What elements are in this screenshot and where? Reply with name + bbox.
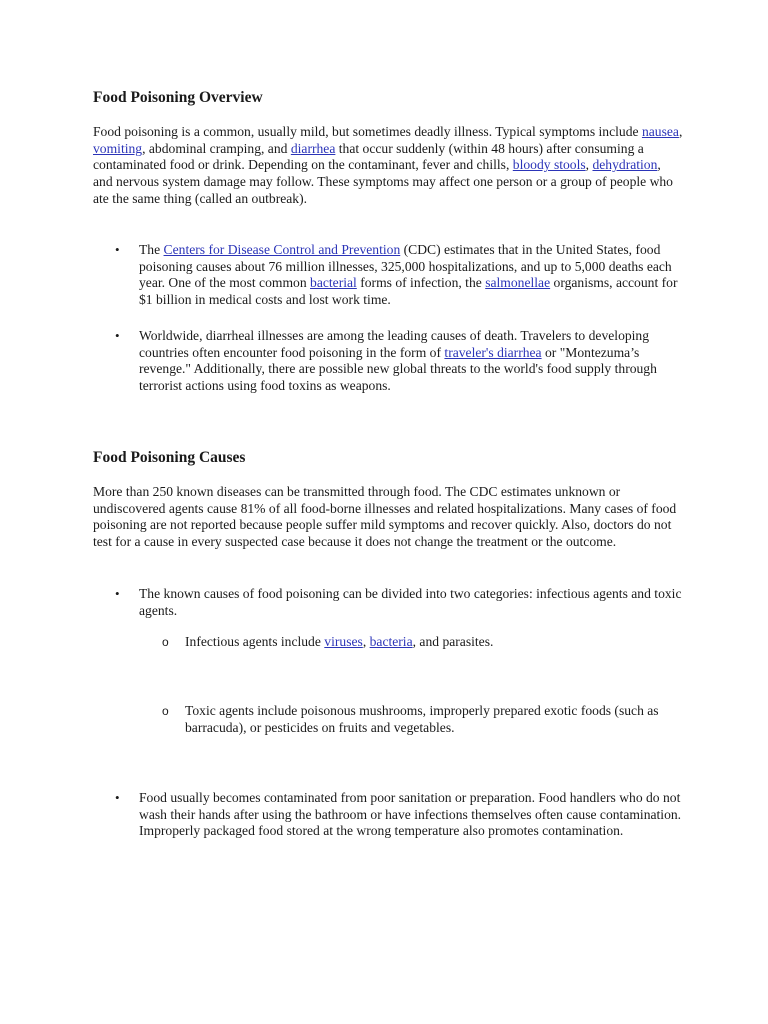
causes-sub-toxic [162, 703, 690, 736]
bullet-marker: • [115, 790, 120, 805]
overview-bullet-worldwide [115, 328, 689, 395]
text-run: , [585, 157, 593, 173]
link-bacterial[interactable]: bacterial [310, 275, 357, 291]
bullet-marker: • [115, 586, 120, 601]
text-run: Food usually becomes contaminated from poor sanitation or preparation. Food handlers who do not wash their hands after using the bathroom or have infections themselves often cause contamination. Improperly packaged food stored at the wrong temperature also promotes contamination. [139, 790, 682, 839]
link-salmonellae[interactable]: salmonellae [485, 275, 551, 291]
link-nausea[interactable]: nausea [641, 124, 679, 139]
causes-bullet-categories [115, 586, 689, 619]
sub-bullet-marker: o [162, 635, 169, 649]
text-run: , abdominal cramping, and [142, 140, 291, 156]
text-run: , [678, 124, 683, 139]
link-bloody-stools[interactable]: bloody stools [512, 157, 586, 173]
text-run: (CDC) estimates that in the United States, food poisoning causes about 76 million illnesses, 325,000 hospitalizations, and up to 5,000 deaths each year. One of the most common [139, 242, 672, 291]
text-run: , and nervous system damage may follow. These symptoms may affect one person or a group of people who ate the same thing (called an outbreak). [93, 157, 673, 206]
bullet-marker: • [115, 242, 120, 257]
section-title-causes: Food Poisoning Causes [93, 449, 246, 466]
text-run: or "Montezuma’s revenge." Additionally, there are possible new global threats to the world's food supply through terrorist actions using food toxins as weapons. [139, 344, 657, 394]
causes-bullet-contamination [115, 790, 689, 840]
section-title-overview: Food Poisoning Overview [93, 89, 263, 106]
text-run: Infectious agents include [185, 634, 325, 649]
bullet-marker: • [115, 328, 120, 343]
text-run: Toxic agents include poisonous mushrooms, improperly prepared exotic foods (such as barracuda), or pesticides on fruits and vegetables. [185, 703, 659, 735]
sub-bullet-marker: o [162, 704, 169, 718]
link-diarrhea[interactable]: diarrhea [290, 140, 336, 156]
text-run: The known causes of food poisoning can be divided into two categories: infectious agents and toxic agents. [139, 586, 682, 618]
text-run: Worldwide, diarrheal illnesses are among the leading causes of death. Travelers to developing countries often encounter food poisoning in the form of [139, 328, 650, 360]
link-bacteria[interactable]: bacteria [369, 634, 413, 649]
overview-paragraph [93, 124, 683, 208]
link-viruses[interactable]: viruses [324, 634, 363, 649]
text-run: forms of infection, the [356, 275, 486, 291]
causes-paragraph: More than 250 known diseases can be transmitted through food. The CDC estimates unknown or undiscovered agents cause 81% of all food-borne illnesses and related hospitalizations. Many cases of food poisoning are not reported because people suffer mild symptoms and recover quickly. Also, doctors do not test for a cause in every suspected case because it does not change the treatment or the outcome. [93, 484, 677, 550]
overview-bullet-cdc [115, 242, 689, 309]
text-run: that occur suddenly (within 48 hours) after consuming a contaminated food or drink. Depending on the contaminant, fever and chills, [93, 140, 644, 173]
text-run: organisms, account for $1 billion in medical costs and lost work time. [139, 275, 678, 308]
text-run: , [362, 634, 370, 649]
link-cdc[interactable]: Centers for Disease Control and Prevention [163, 242, 401, 257]
link-travelers-diarrhea[interactable]: traveler's diarrhea [444, 344, 542, 360]
text-run: Food poisoning is a common, usually mild, but sometimes deadly illness. Typical symptoms include [93, 124, 642, 139]
text-run: , and parasites. [412, 634, 494, 649]
link-dehydration[interactable]: dehydration [592, 157, 658, 173]
text-run: The [139, 242, 164, 257]
causes-sub-infectious [162, 634, 690, 651]
link-vomiting[interactable]: vomiting [93, 140, 143, 156]
